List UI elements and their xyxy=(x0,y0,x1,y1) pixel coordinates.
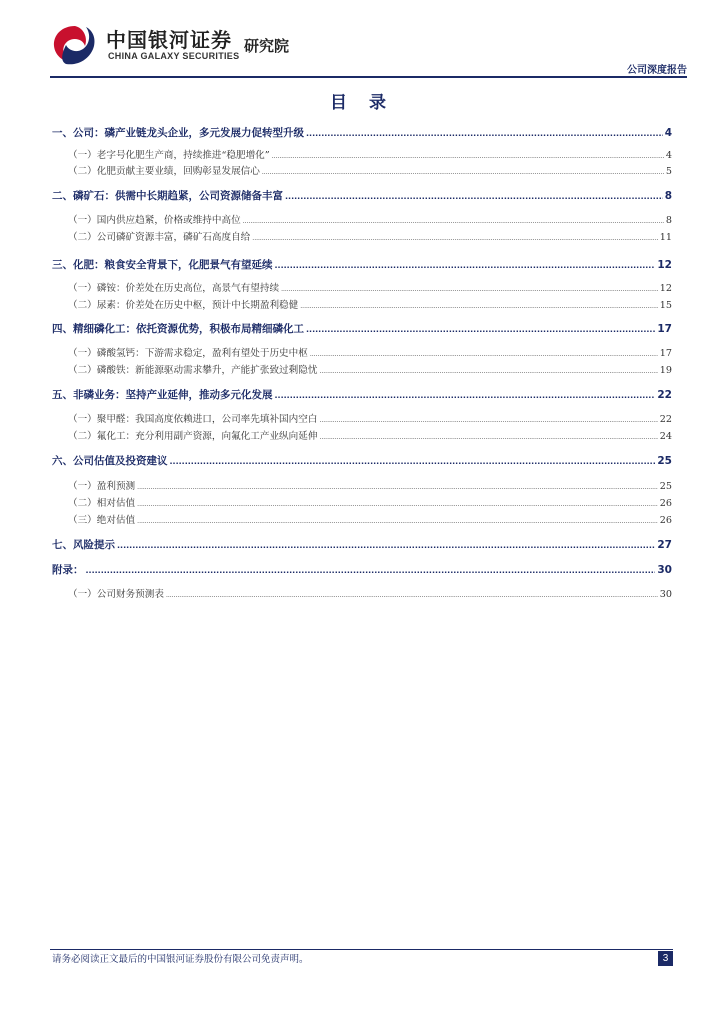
toc-subsection-entry[interactable] xyxy=(52,495,672,509)
toc-section-entry[interactable] xyxy=(52,562,672,577)
toc-entry-page: 22 xyxy=(657,389,672,401)
toc-entry-page: 11 xyxy=(659,232,672,243)
toc-entry-label: 七、风险提示 xyxy=(52,539,115,551)
toc-entry-page: 26 xyxy=(659,498,672,509)
toc-entry-page: 19 xyxy=(659,365,672,376)
toc-subsection-entry[interactable] xyxy=(52,147,672,161)
toc-leader-dots xyxy=(117,539,655,551)
toc-entry-page: 4 xyxy=(664,127,672,139)
toc-entry-label: 附录： xyxy=(52,564,84,576)
toc-subsection-entry[interactable] xyxy=(52,362,672,376)
toc-entry-label: （一）公司财务预测表 xyxy=(68,589,164,600)
toc-entry-label: （三）绝对估值 xyxy=(68,515,136,526)
galaxy-logo-icon xyxy=(50,22,100,68)
toc-subsection-entry[interactable] xyxy=(52,586,672,600)
toc-entry-page: 26 xyxy=(659,515,672,526)
toc-section-entry[interactable] xyxy=(52,188,672,203)
toc-leader-dots xyxy=(285,190,663,202)
toc-leader-dots xyxy=(252,232,658,243)
toc-leader-dots xyxy=(275,389,656,401)
header-divider xyxy=(50,76,687,78)
toc-entry-label: 一、公司：磷产业链龙头企业，多元发展力促转型升级 xyxy=(52,127,304,139)
toc-entry-label: （二）相对估值 xyxy=(68,498,136,509)
toc-leader-dots xyxy=(272,150,664,161)
toc-leader-dots xyxy=(243,215,664,226)
toc-entry-page: 5 xyxy=(665,166,672,177)
toc-entry-page: 12 xyxy=(659,283,672,294)
toc-subsection-entry[interactable] xyxy=(52,163,672,177)
toc-leader-dots xyxy=(306,323,655,335)
toc-entry-label: 三、化肥：粮食安全背景下，化肥景气有望延续 xyxy=(52,259,273,271)
toc-subsection-entry[interactable] xyxy=(52,428,672,442)
toc-entry-label: （二）氟化工：充分利用副产资源，向氟化工产业纵向延伸 xyxy=(68,431,318,442)
toc-subsection-entry[interactable] xyxy=(52,212,672,226)
toc-section-entry[interactable] xyxy=(52,387,672,402)
toc-subsection-entry[interactable] xyxy=(52,345,672,359)
toc-subsection-entry[interactable] xyxy=(52,512,672,526)
toc-leader-dots xyxy=(170,455,656,467)
toc-subsection-entry[interactable] xyxy=(52,411,672,425)
toc-subsection-entry[interactable] xyxy=(52,229,672,243)
footer-divider xyxy=(50,949,673,950)
toc-entry-page: 15 xyxy=(659,300,672,311)
toc-leader-dots xyxy=(86,564,656,576)
page-number: 3 xyxy=(658,951,673,966)
toc-subsection-entry[interactable] xyxy=(52,280,672,294)
toc-entry-label: （二）公司磷矿资源丰富，磷矿石高度自给 xyxy=(68,232,251,243)
toc-leader-dots xyxy=(166,589,658,600)
toc-entry-label: 五、非磷业务：坚持产业延伸，推动多元化发展 xyxy=(52,389,273,401)
brand-name-cn: 中国银河证券 xyxy=(106,28,232,52)
toc-entry-label: 四、精细磷化工：依托资源优势，积极布局精细磷化工 xyxy=(52,323,304,335)
toc-leader-dots xyxy=(306,127,663,139)
toc-leader-dots xyxy=(275,259,656,271)
toc-entry-page: 30 xyxy=(659,589,672,600)
toc-section-entry[interactable] xyxy=(52,453,672,468)
toc-entry-page: 4 xyxy=(665,150,672,161)
disclaimer-text: 请务必阅读正文最后的中国银河证券股份有限公司免责声明。 xyxy=(52,954,309,965)
toc-leader-dots xyxy=(310,348,658,359)
toc-leader-dots xyxy=(319,365,657,376)
toc-entry-page: 8 xyxy=(665,215,672,226)
toc-subsection-entry[interactable] xyxy=(52,478,672,492)
toc-entry-label: （一）磷酸氢钙：下游需求稳定，盈利有望处于历史中枢 xyxy=(68,348,308,359)
toc-entry-label: （一）老字号化肥生产商，持续推进“稳肥增化” xyxy=(68,150,270,161)
toc-entry-page: 8 xyxy=(664,190,672,202)
toc-entry-page: 24 xyxy=(659,431,672,442)
toc-leader-dots xyxy=(262,166,664,177)
toc-leader-dots xyxy=(281,283,658,294)
report-type-label: 公司深度报告 xyxy=(627,65,687,76)
toc-leader-dots xyxy=(300,300,658,311)
toc-entry-label: （二）磷酸铁：新能源驱动需求攀升，产能扩张致过剩隐忧 xyxy=(68,365,318,376)
toc-leader-dots xyxy=(137,515,658,526)
toc-leader-dots xyxy=(319,414,657,425)
toc-section-entry[interactable] xyxy=(52,257,672,272)
toc-entry-page: 12 xyxy=(657,259,672,271)
toc-entry-page: 30 xyxy=(657,564,672,576)
toc-entry-label: （一）盈利预测 xyxy=(68,481,136,492)
toc-leader-dots xyxy=(137,481,658,492)
toc-leader-dots xyxy=(137,498,658,509)
toc-section-entry[interactable] xyxy=(52,125,672,140)
toc-entry-label: （二）化肥贡献主要业绩，回购彰显发展信心 xyxy=(68,166,260,177)
page-header xyxy=(0,0,724,80)
toc-entry-page: 22 xyxy=(659,414,672,425)
toc-entry-label: （一）聚甲醛：我国高度依赖进口，公司率先填补国内空白 xyxy=(68,414,318,425)
toc-entry-page: 25 xyxy=(659,481,672,492)
research-institute-label: 研究院 xyxy=(244,37,290,55)
toc-entry-label: 六、公司估值及投资建议 xyxy=(52,455,168,467)
toc-entry-label: （二）尿素：价差处在历史中枢，预计中长期盈利稳健 xyxy=(68,300,299,311)
toc-section-entry[interactable] xyxy=(52,321,672,336)
toc-entry-page: 17 xyxy=(657,323,672,335)
toc-subsection-entry[interactable] xyxy=(52,297,672,311)
toc-title: 目 录 xyxy=(330,93,394,113)
toc-entry-label: （一）磷铵：价差处在历史高位，高景气有望持续 xyxy=(68,283,280,294)
toc-entry-label: 二、磷矿石：供需中长期趋紧，公司资源储备丰富 xyxy=(52,190,283,202)
toc-entry-page: 27 xyxy=(657,539,672,551)
toc-entry-page: 25 xyxy=(657,455,672,467)
toc-entry-page: 17 xyxy=(659,348,672,359)
toc-entry-label: （一）国内供应趋紧，价格或维持中高位 xyxy=(68,215,241,226)
toc-section-entry[interactable] xyxy=(52,537,672,552)
toc-leader-dots xyxy=(319,431,657,442)
brand-name-en: CHINA GALAXY SECURITIES xyxy=(108,51,240,61)
